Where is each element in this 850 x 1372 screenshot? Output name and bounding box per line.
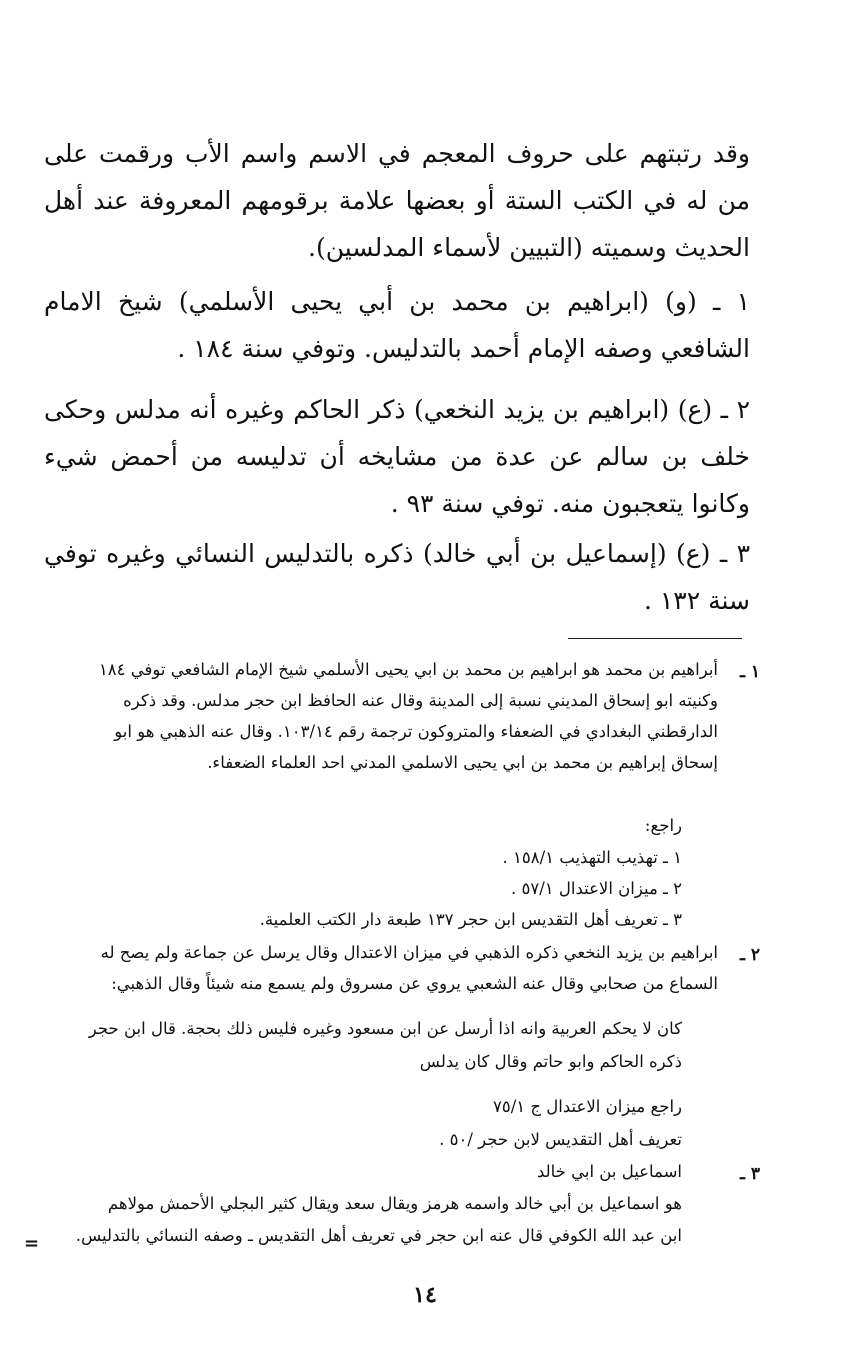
footnote-2-line: كان لا يحكم العربية وانه اذا أرسل عن ابن مسعود وغيره فليس ذلك بحجة. قال ابن حجر (88, 1019, 682, 1038)
footnote-1-line: وكنيته ابو إسحاق المديني نسبة إلى المدينة وقال عنه الحافظ ابن حجر مدلس. وقد ذكره (123, 691, 718, 710)
entry-3-paragraph: ٣ ـ (ع) (إسماعيل بن أبي خالد) ذكره بالتدليس النسائي وغيره توفي سنة ١٣٢ . (44, 539, 750, 615)
intro-paragraph: وقد رتبتهم على حروف المعجم في الاسم واسم الأب ورقمت على من له في الكتب الستة أو بعضها علامة برقومهم المعروفة عند أهل الحديث وسميته (التبيين لأسماء المدلسين). (44, 139, 750, 262)
continuation-mark: = (24, 1233, 40, 1254)
footnote-2-ref: تعريف أهل التقديس لابن حجر /٥٠ . (439, 1130, 682, 1149)
footnote-1-body (44, 654, 718, 778)
footnote-2-number: ٢ ـ (739, 945, 760, 965)
footnote-1-number: ١ ـ (739, 662, 760, 682)
footnote-2-body-cont (44, 1013, 682, 1044)
footnote-2-body (44, 937, 718, 999)
footnote-2-line: ابراهيم بن يزيد النخعي ذكره الذهبي في ميزان الاعتدال وقال يرسل عن جماعة ولم يصح له (100, 943, 718, 962)
footnote-3-number: ٣ ـ (739, 1164, 760, 1184)
entry-2-paragraph: ٢ ـ (ع) (ابراهيم بن يزيد النخعي) ذكر الحاكم وغيره أنه مدلس وحكى خلف بن سالم عن عدة من مشايخه أن تدليسه من أحمض شيء وكانوا يتعجبون منه. توفي سنة ٩٣ . (44, 395, 750, 518)
footnote-1-line: إسحاق إبراهيم بن محمد بن ابي يحيى الاسلمي المدني احد العلماء الضعفاء. (207, 753, 718, 772)
footnote-1-line: الدارقطني البغدادي في الضعفاء والمتروكون ترجمة رقم ١٠٣/١٤. وقال عنه الذهبي هو ابو (114, 722, 718, 741)
footnote-2-line: ذكره الحاكم وابو حاتم وقال كان يدلس (419, 1052, 682, 1071)
footnote-3-line: اسماعيل بن ابي خالد (536, 1162, 682, 1181)
footnote-3-line: هو اسماعيل بن أبي خالد واسمه هرمز ويقال سعد ويقال كثير البجلي الأحمش مولاهم (107, 1194, 682, 1213)
footnote-1-refs-label: راجع: (644, 816, 682, 835)
footnote-2-line: السماع من صحابي وقال عنه الشعبي يروي عن مسروق ولم يسمع منه شيئاً وقال الذهبي: (111, 974, 718, 993)
footnote-3-line: ابن عبد الله الكوفي قال عنه ابن حجر في تعريف أهل التقديس ـ وصفه النسائي بالتدليس. (75, 1226, 682, 1245)
footnote-1-ref: ٣ ـ تعريف أهل التقديس ابن حجر ١٣٧ طبعة دار الكتب العلمية. (259, 910, 682, 929)
page-number: ١٤ (413, 1282, 437, 1308)
footnote-2-ref: راجع ميزان الاعتدال ج ٧٥/١ (493, 1097, 682, 1116)
footnote-1-ref: ٢ ـ ميزان الاعتدال ٥٧/١ . (510, 879, 682, 898)
footnote-1-line: أبراهيم بن محمد هو ابراهيم بن محمد بن ابي يحيى الأسلمي شيخ الإمام الشافعي توفي ١٨٤ (98, 660, 718, 679)
entry-1-paragraph: ١ ـ (و) (ابراهيم بن محمد بن أبي يحيى الأسلمي) شيخ الامام الشافعي وصفه الإمام أحمد بالتدليس. وتوفي سنة ١٨٤ . (44, 287, 750, 363)
footnote-1-ref: ١ ـ تهذيب التهذيب ١٥٨/١ . (502, 848, 682, 867)
footnote-separator (568, 638, 742, 639)
